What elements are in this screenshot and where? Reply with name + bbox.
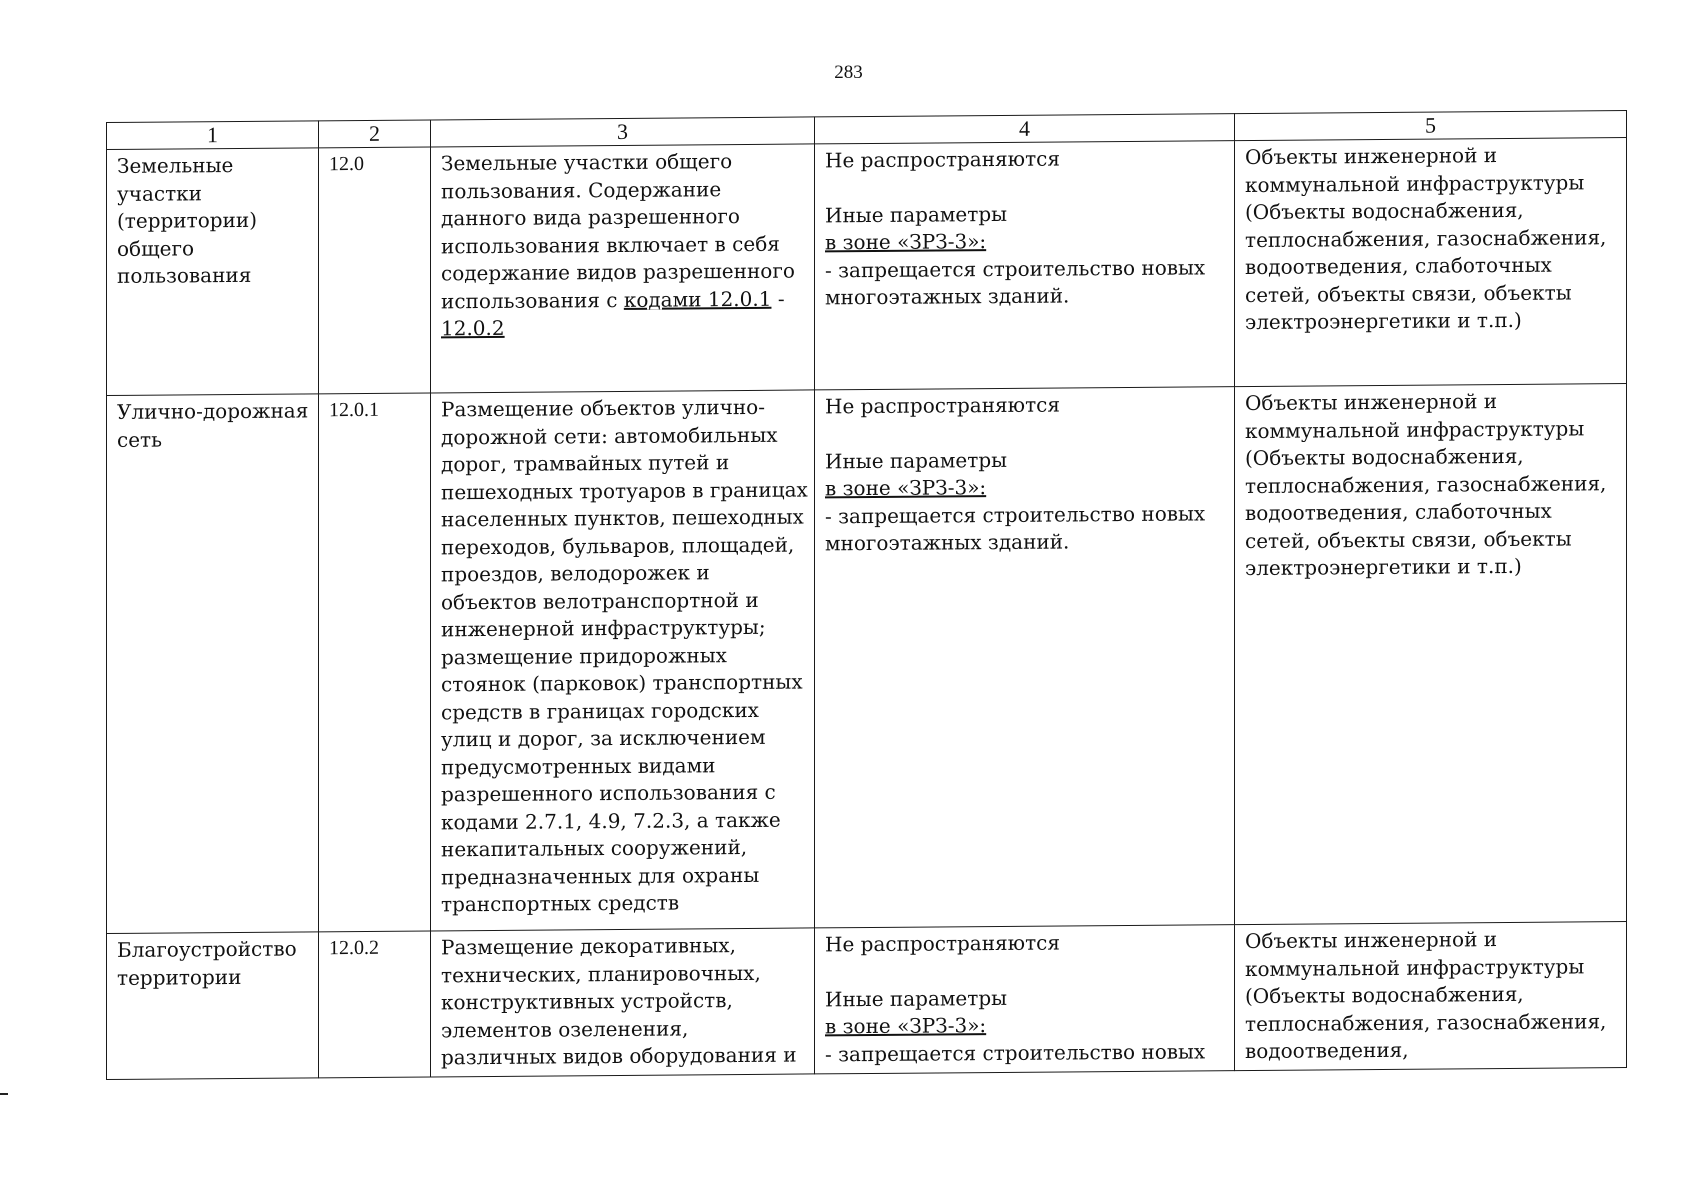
use-code-cell: 12.0.1 [319, 393, 431, 932]
params-zone: в зоне «ЗРЗ-3»: [825, 229, 987, 255]
table-row [107, 384, 1627, 934]
params-main: Не распространяются [825, 930, 1060, 957]
use-parameters-cell [815, 925, 1235, 1074]
use-description-cell: Размещение декоративных, технических, планировочных, конструктивных устройств, элементов озеленения, различных видов оборудования и [431, 928, 815, 1077]
description-line: пользования. Содержание данного [441, 176, 722, 231]
params-main: Не распространяются [825, 146, 1060, 173]
zoning-table [106, 110, 1627, 1079]
auxiliary-objects-cell: Объекты инженерной и коммунальной инфраструктуры (Объекты водоснабжения, теплоснабжения, газоснабжения, водоотведения, слаботочных сетей, объекты связи, объекты электроэнергетики и т.п.) [1235, 384, 1627, 925]
params-rule: - запрещается строительство новых [825, 1038, 1206, 1066]
description-line: включает в себя содержание видов [441, 231, 780, 286]
header-col-4: 4 [815, 114, 1235, 144]
use-name-cell: Земельные участки (территории) общего пользования [107, 148, 319, 396]
header-col-3: 3 [431, 117, 815, 147]
params-main: Не распространяются [825, 392, 1060, 419]
params-other: Иные параметры [825, 985, 1008, 1011]
header-col-2: 2 [319, 120, 431, 148]
use-name-cell: Благоустройство территории [107, 932, 319, 1079]
params-rule: - запрещается строительство новых многоэтажных зданий. [825, 500, 1206, 556]
description-part-2: размещение придорожных стоянок (парковок) транспортных средств в границах городских улиц и дорог, за исключением предусмотренных видами разрешенного использования с кодами 2.7.1, 4.9, 7.2.3, а также некапитальных сооружений, предназначенных для охраны транспортных средств [441, 642, 803, 917]
description-line: разрешенного использования с [441, 258, 795, 313]
params-zone: в зоне «ЗРЗ-3»: [825, 1013, 987, 1039]
use-parameters-cell [815, 387, 1235, 928]
use-description-cell [431, 390, 815, 931]
params-zone: в зоне «ЗРЗ-3»: [825, 475, 987, 501]
code-reference-link[interactable]: 12.0.2 [441, 315, 505, 341]
header-col-5: 5 [1235, 111, 1627, 141]
description-line: Земельные участки общего [441, 149, 733, 176]
table-row [107, 138, 1627, 396]
params-other: Иные параметры [825, 447, 1008, 473]
use-description-cell [431, 144, 815, 393]
code-reference-link[interactable]: кодами 12.0.1 [623, 286, 772, 312]
use-code-cell: 12.0 [319, 147, 431, 394]
use-parameters-cell [815, 141, 1235, 390]
params-rule: - запрещается строительство новых многоэтажных зданий. [825, 254, 1206, 310]
use-name-cell: Улично-дорожная сеть [107, 394, 319, 934]
code-reference-separator: - [771, 286, 785, 311]
auxiliary-objects-cell: Объекты инженерной и коммунальной инфраструктуры (Объекты водоснабжения, теплоснабжения, газоснабжения, водоотведения, слаботочных сетей, объекты связи, объекты электроэнергетики и т.п.) [1235, 138, 1627, 387]
auxiliary-objects-cell: Объекты инженерной и коммунальной инфраструктуры (Объекты водоснабжения, теплоснабжения, газоснабжения, водоотведения, [1235, 922, 1627, 1071]
description-line: вида разрешенного использования [441, 204, 740, 258]
params-other: Иные параметры [825, 201, 1008, 227]
use-code-cell: 12.0.2 [319, 931, 431, 1077]
description-part-1: Размещение объектов улично-дорожной сети: автомобильных дорог, трамвайных путей и пешеходных тротуаров в границах населенных пунктов, пешеходных переходов, бульваров, площадей, проездов, велодорожек и объектов велотранспортной и инженерной инфраструктуры; [441, 394, 808, 642]
header-col-1: 1 [107, 121, 319, 150]
table-row [107, 922, 1627, 1079]
page-number: 283 [834, 62, 863, 83]
margin-mark [0, 1093, 8, 1095]
